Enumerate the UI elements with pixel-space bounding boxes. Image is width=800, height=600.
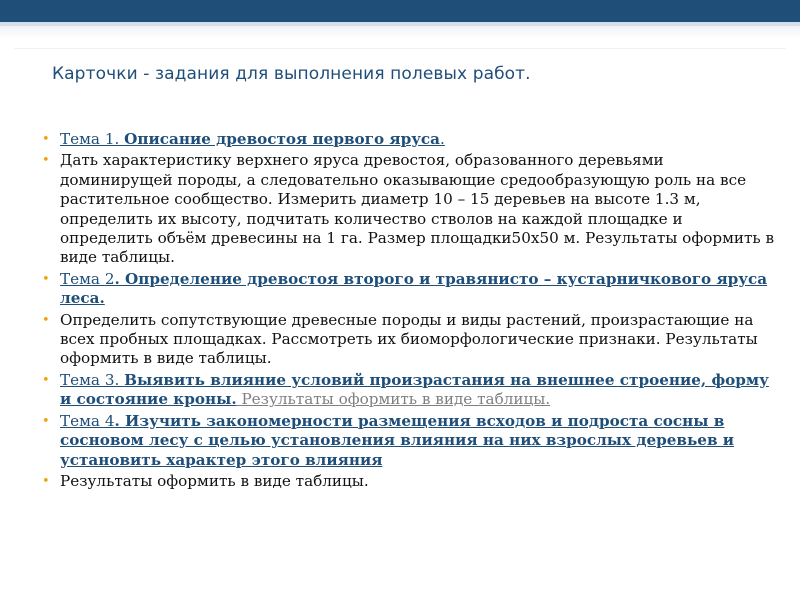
- bullet-icon: •: [42, 413, 50, 429]
- topic-title[interactable]: . Изучить закономерности размещения всходов и подроста сосны в сосновом лесу с целью установления влияния на них взрослых деревьев и установить характер этого влияния: [60, 411, 735, 469]
- bullet-icon: •: [42, 153, 50, 169]
- topic-title[interactable]: . Определение древостоя второго и травянисто – кустарничкового яруса леса: [60, 269, 768, 308]
- list-item: [40, 412, 775, 470]
- topic-title[interactable]: Выявить влияние условий произрастания на внешнее строение, форму и состояние кроны.: [60, 370, 769, 409]
- list-item: [40, 151, 775, 267]
- topic-label: Тема 2: [60, 269, 115, 288]
- top-band: [0, 0, 800, 22]
- topic-title[interactable]: Описание древостоя первого яруса: [124, 130, 441, 148]
- list-item: [40, 270, 775, 309]
- bullet-icon: •: [42, 312, 50, 328]
- task-text: Дать характеристику верхнего яруса древостоя, образованного деревьями доминирущей породы, а следовательно оказывающие средообразующую роль на все растительное сообщество. Измерить диаметр 10 – 15 деревьев на высоте 1.3 м, определить их высоту, подчитать количество стволов на каждой площадке и определить объём древесины на 1 га. Размер площадки50х50 м. Результаты оформить в виде таблицы.: [60, 151, 775, 267]
- topic-tail: .: [99, 289, 105, 308]
- bullet-icon: •: [42, 132, 50, 147]
- top-band-fade: [0, 26, 800, 38]
- task-text: Результаты оформить в виде таблицы.: [60, 471, 369, 490]
- topic-label: Тема 3.: [60, 370, 125, 389]
- slide-title: Карточки - задания для выполнения полевых работ.: [52, 64, 531, 84]
- bullet-icon: •: [42, 473, 50, 489]
- list-item: [40, 311, 775, 369]
- topic-tail: Результаты оформить в виде таблицы.: [236, 390, 551, 409]
- bullet-icon: •: [42, 372, 50, 388]
- list-item: [40, 472, 775, 491]
- list-item: [40, 371, 775, 410]
- list-item: [40, 130, 775, 149]
- task-text: Определить сопутствующие древесные породы и виды растений, произрастающие на всех пробных площадках. Рассмотреть их биоморфологические признаки. Результаты оформить в виде таблицы.: [60, 310, 758, 368]
- bullet-icon: •: [42, 271, 50, 287]
- topic-tail: .: [440, 130, 445, 148]
- topic-label: Тема 4: [60, 411, 115, 430]
- topic-list: [40, 130, 775, 493]
- topic-label: Тема 1.: [60, 130, 125, 148]
